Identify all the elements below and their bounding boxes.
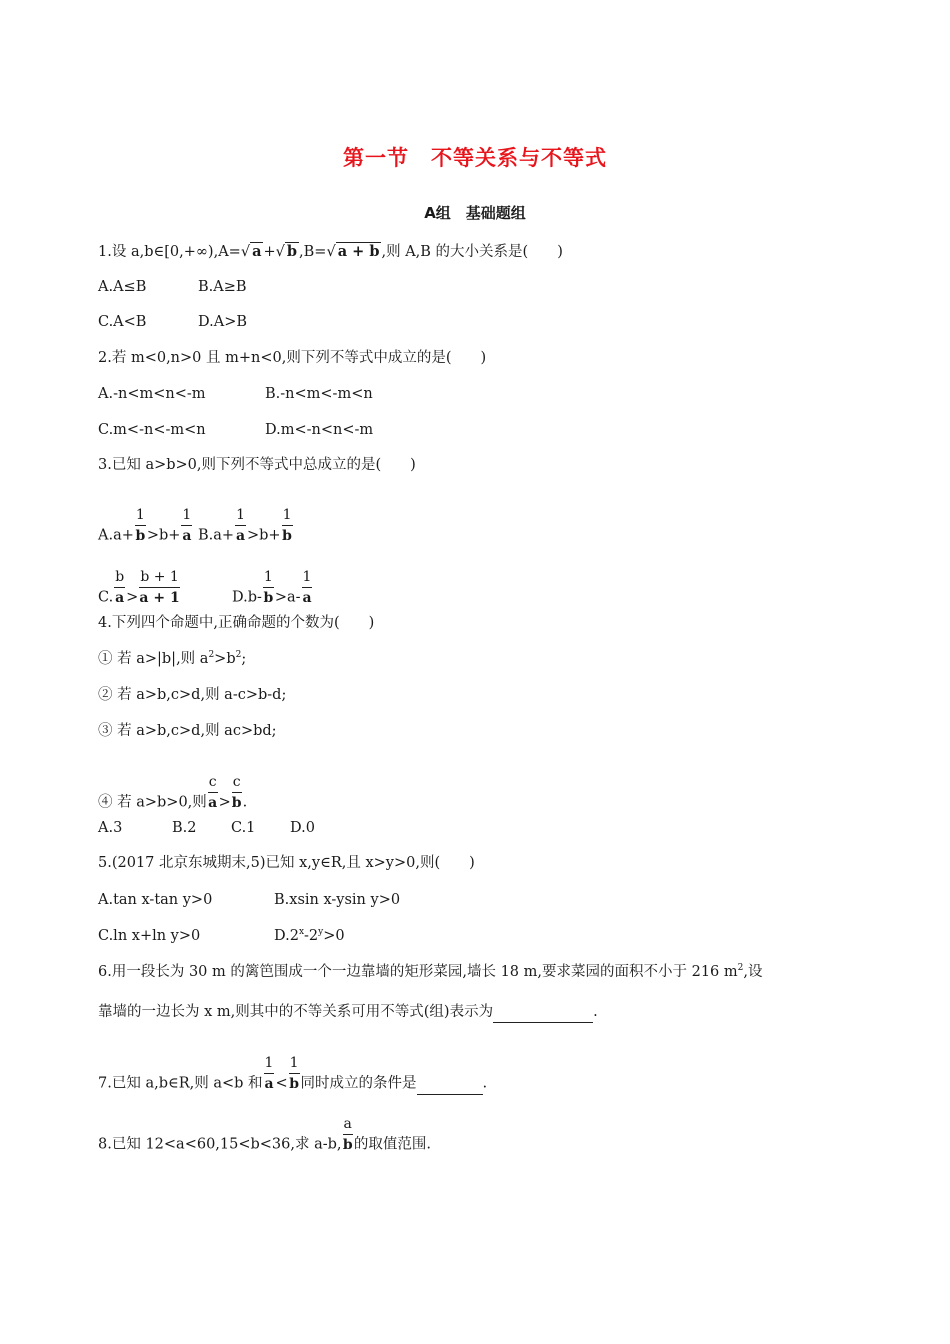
q4-statement-2: ② 若 a>b,c>d,则 a-c>b-d; — [98, 687, 287, 703]
q5-option-c: C.ln x+ln y>0 — [98, 928, 201, 944]
q4-statement-3: ③ 若 a>b,c>d,则 ac>bd; — [98, 723, 277, 739]
q3-option-b: B.a+ $\frac{1}{a}$ >b+ $\frac{1}{b}$ — [198, 507, 292, 544]
q1-option-a: A.A≤B — [98, 279, 147, 295]
q3-option-d: D.b- $\frac{1}{b}$ >a- $\frac{1}{a}$ — [232, 569, 312, 606]
fraction: $\frac{1}{a}$ — [264, 1055, 274, 1092]
fraction: $\frac{1}{a}$ — [182, 507, 192, 544]
q1-option-c: C.A<B — [98, 314, 147, 330]
question-6-line-1: 6.用一段长为 30 m 的篱笆围成一个一边靠墙的矩形菜园,墙长 18 m,要求菜园的面积不小于 216 $m^2$,设 — [98, 963, 763, 980]
fraction: $\frac{1}{b}$ — [282, 507, 292, 544]
fraction: $\frac{1}{a}$ — [302, 569, 312, 606]
question-3: 3.已知 a>b>0,则下列不等式中总成立的是( ) — [98, 457, 416, 473]
answer-blank[interactable] — [493, 1002, 593, 1023]
q3-option-c: C. $\frac{b}{a}$ > $\frac{b + 1}{a + 1}$ — [98, 569, 180, 606]
sqrt-a-plus-b: √ a + b — [326, 243, 380, 260]
question-5: 5.(2017 北京东城期末,5)已知 x,y∈R,且 x>y>0,则( ) — [98, 855, 475, 871]
q4-option-d: D.0 — [290, 820, 315, 836]
fraction: $\frac{1}{b}$ — [289, 1055, 299, 1092]
q2-option-a: A.-n<m<n<-m — [98, 386, 206, 402]
q4-option-b: B.2 — [172, 820, 197, 836]
q1-option-d: D.A>B — [198, 314, 247, 330]
q5-option-b: B.xsin x-ysin y>0 — [274, 892, 401, 908]
group-title: A组 基础题组 — [424, 204, 526, 222]
question-2: 2.若 m<0,n>0 且 m+n<0,则下列不等式中成立的是( ) — [98, 350, 487, 366]
q5-option-d: $D.2^x-2^y>0$ — [274, 927, 345, 944]
question-1: 1.设 a,b∈[0,+∞),A=√ a +√ b ,B=√ a + b ,则 A,B 的大小关系是( ) — [98, 243, 563, 260]
fraction: $\frac{1}{a}$ — [235, 507, 246, 544]
q4-option-a: A.3 — [98, 820, 123, 836]
question-6-line-2: 靠墙的一边长为 x m,则其中的不等关系可用不等式(组)表示为 . — [98, 1002, 598, 1023]
q3-option-a: A.a+ $\frac{1}{b}$ >b+ $\frac{1}{a}$ — [98, 507, 192, 544]
fraction: $\frac{a}{b}$ — [342, 1116, 353, 1153]
fraction: $\frac{c}{b}$ — [231, 774, 242, 811]
q4-option-c: C.1 — [231, 820, 256, 836]
q4-statement-4: ④ 若 a>b>0,则 $\frac{c}{a}$ > $\frac{c}{b}$ . — [98, 774, 248, 811]
section-title: 第一节 不等关系与不等式 — [343, 146, 607, 170]
answer-blank[interactable] — [417, 1074, 483, 1095]
q1-option-b: B.A≥B — [198, 279, 247, 295]
q2-option-b: B.-n<m<-m<n — [265, 386, 373, 402]
question-8: 8.已知 12<a<60,15<b<36,求 a-b, $\frac{a}{b}$ 的取值范围. — [98, 1116, 432, 1153]
q4-statement-1: ① 若 a>|b|,则 $a^2>b^2$; — [98, 650, 247, 667]
q2-option-c: C.m<-n<-m<n — [98, 422, 206, 438]
question-4: 4.下列四个命题中,正确命题的个数为( ) — [98, 615, 375, 631]
fraction: $\frac{1}{b}$ — [135, 507, 146, 544]
fraction: $\frac{c}{a}$ — [208, 774, 218, 811]
sqrt-a: √ a — [240, 243, 262, 260]
question-7: 7.已知 a,b∈R,则 a<b 和 $\frac{1}{a}$ < $\frac{1}{b}$ 同时成立的条件是 . — [98, 1066, 487, 1101]
fraction: $\frac{b}{a}$ — [115, 569, 125, 606]
q5-option-a: A.tan x-tan y>0 — [98, 892, 213, 908]
sqrt-b: √ b — [275, 243, 298, 260]
fraction: $\frac{1}{b}$ — [263, 569, 274, 606]
q2-option-d: D.m<-n<n<-m — [265, 422, 374, 438]
fraction: $\frac{b + 1}{a + 1}$ — [139, 569, 180, 606]
